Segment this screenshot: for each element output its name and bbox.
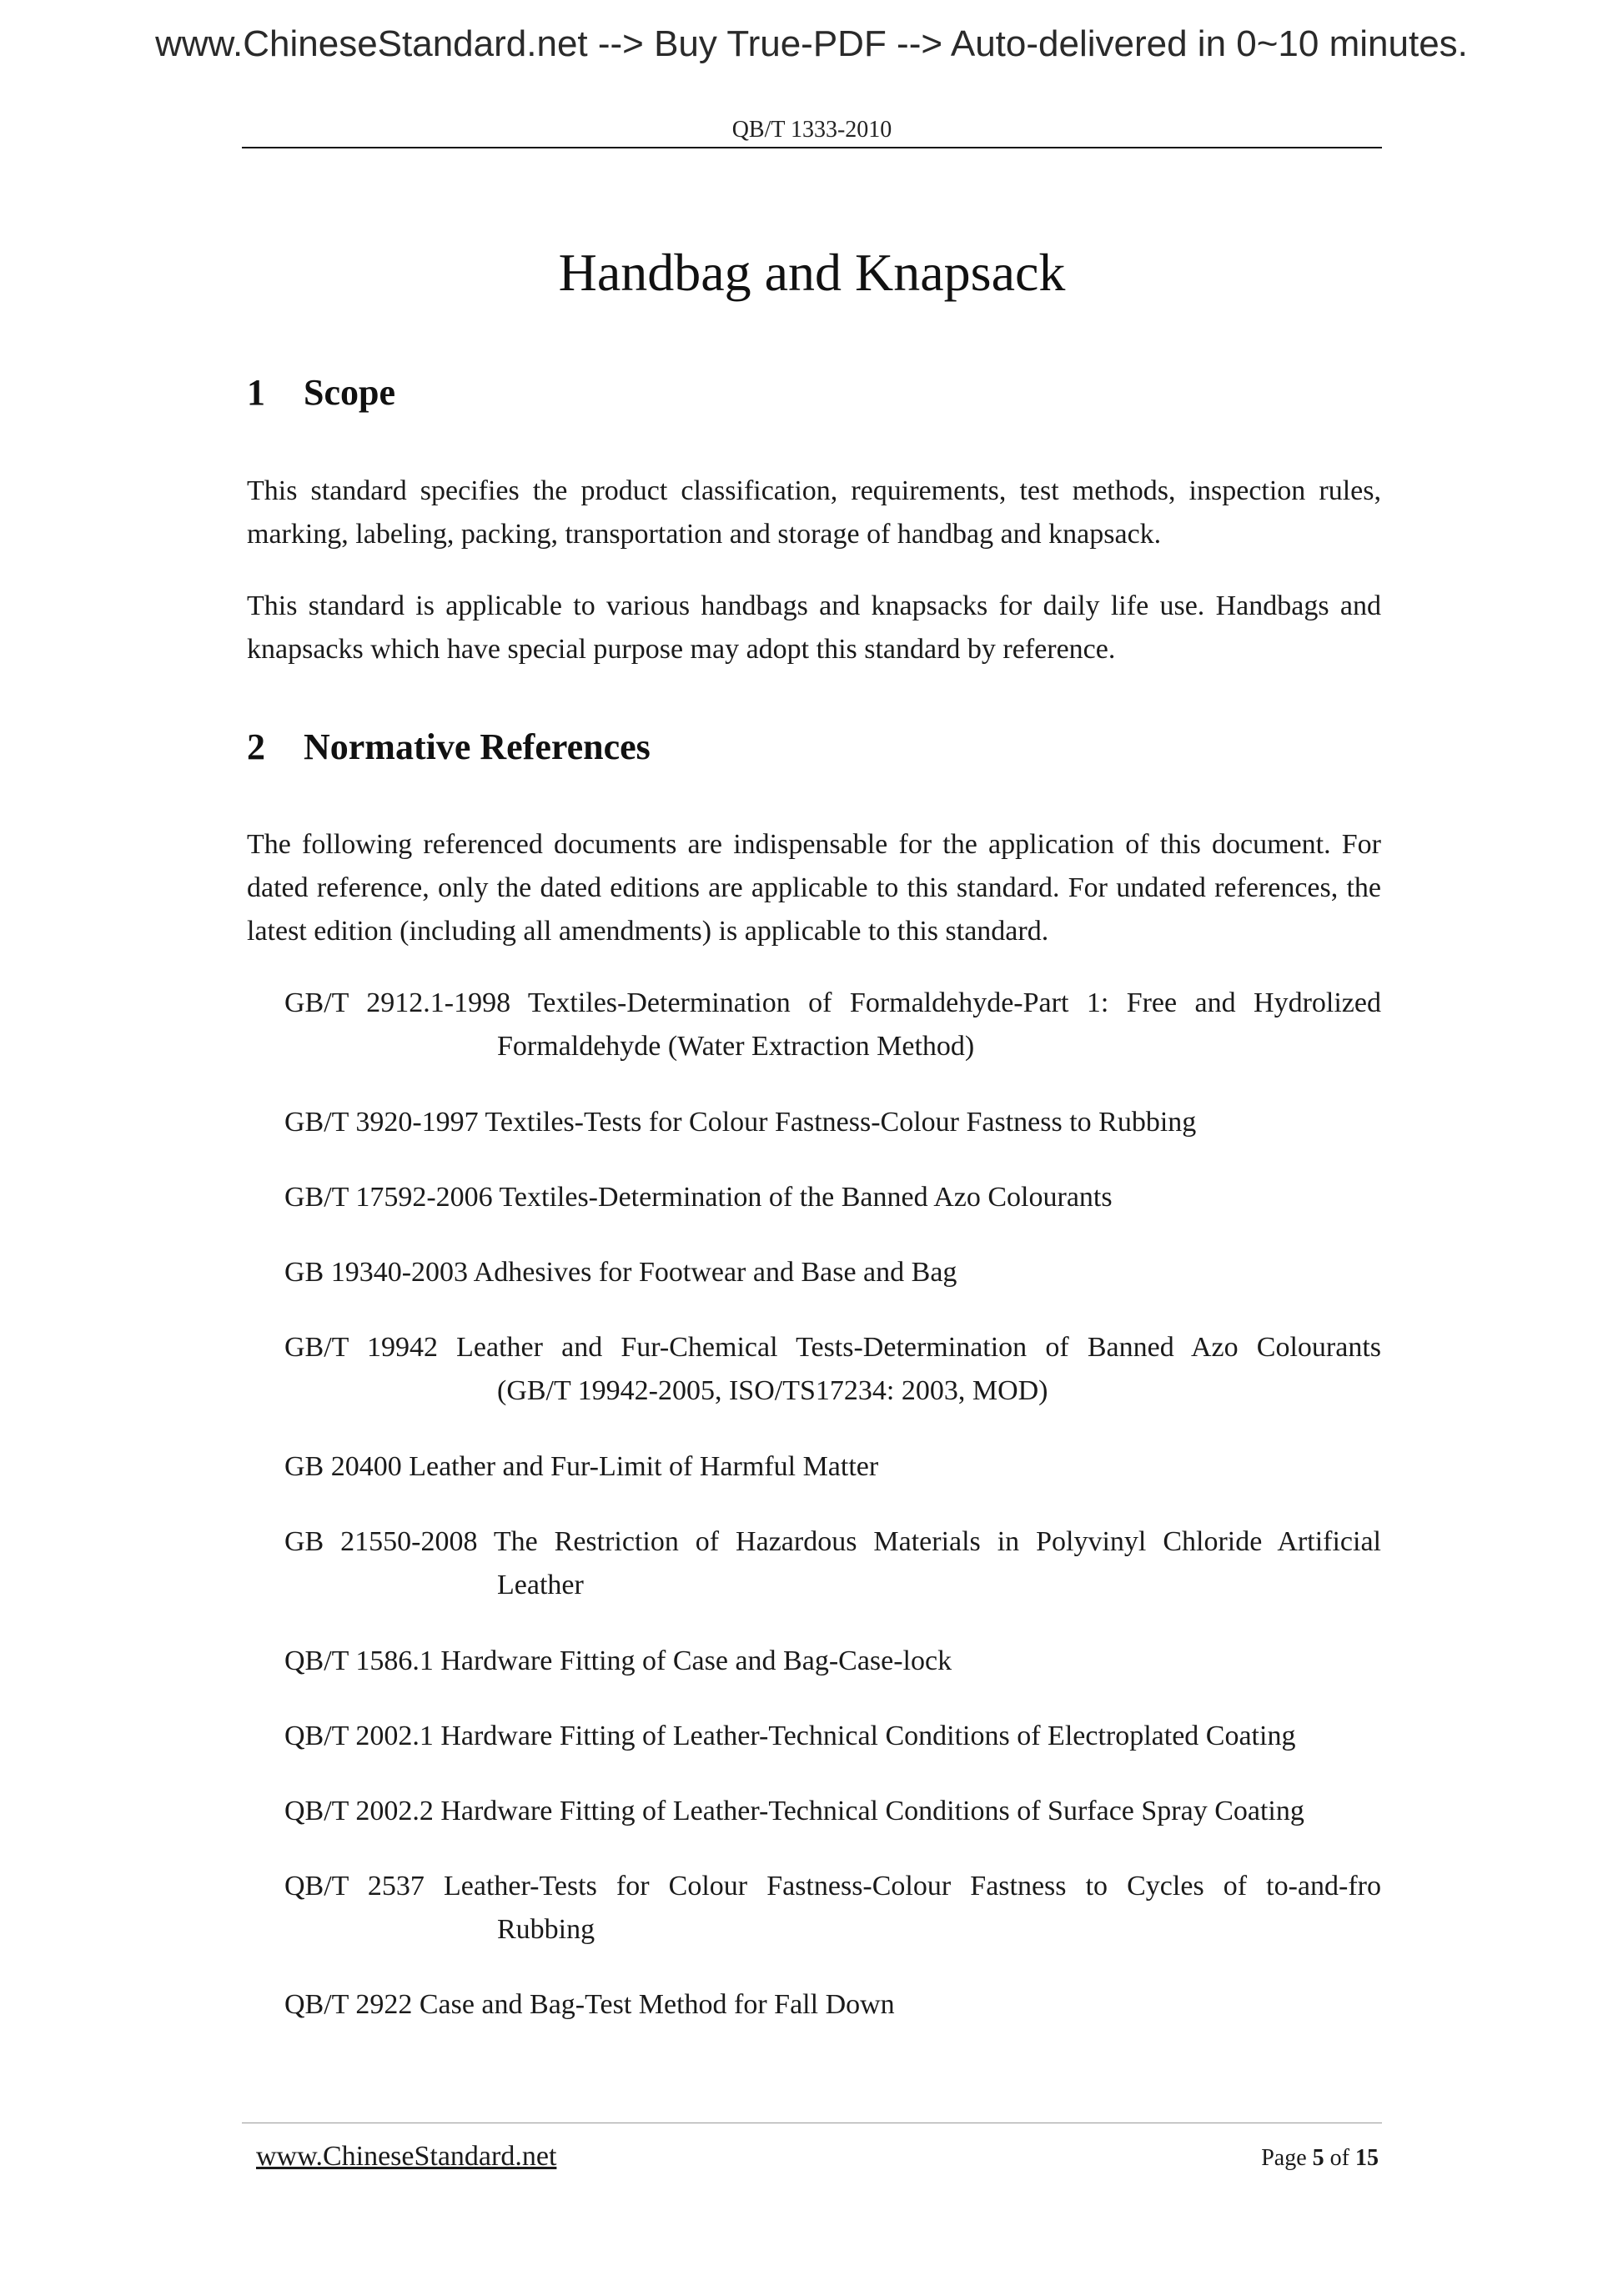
reference-text: GB 19340-2003 Adhesives for Footwear and Base and Bag [284, 1257, 957, 1288]
page-number [1261, 2145, 1379, 2172]
reference-item [284, 1983, 1381, 2027]
reference-item [284, 1326, 1381, 1413]
reference-item [284, 1520, 1381, 1607]
reference-text: GB/T 17592-2006 Textiles-Determination of the Banned Azo Colourants [284, 1182, 1113, 1213]
reference-item [284, 1790, 1381, 1833]
header-divider [242, 147, 1382, 148]
page-of: of [1329, 2145, 1349, 2171]
reference-item [284, 1865, 1381, 1952]
reference-item [284, 1445, 1381, 1489]
page-title: Handbag and Knapsack [558, 243, 1066, 302]
reference-continuation: Formaldehyde (Water Extraction Method) [497, 1031, 975, 1062]
reference-text: QB/T 2922 Case and Bag-Test Method for Fall Down [284, 1989, 895, 2020]
reference-item [284, 1715, 1381, 1758]
reference-text: GB 21550-2008 The Restriction of Hazardous Materials in Polyvinyl Chloride Artificial [284, 1526, 1381, 1557]
reference-text: GB/T 3920-1997 Textiles-Tests for Colour Fastness-Colour Fastness to Rubbing [284, 1107, 1197, 1138]
reference-item [284, 982, 1381, 1068]
reference-continuation: Leather [497, 1570, 584, 1600]
section-2-heading [247, 726, 651, 768]
references-intro-paragraph: The following referenced documents are indispensable for the application of this document. For dated reference, only the dated editions are applicable to this standard. For undated references, the latest edition (including all amendments) is applicable to this standard. [247, 829, 1381, 947]
document-code: QB/T 1333-2010 [731, 117, 892, 143]
reference-text: GB/T 2912.1-1998 Textiles-Determination of Formaldehyde-Part 1: Free and Hydrolized [284, 987, 1381, 1018]
reference-item [284, 1101, 1381, 1144]
scope-paragraph-1: This standard specifies the product classification, requirements, test methods, inspection rules, marking, labeling, packing, transportation and storage of handbag and knapsack. [247, 475, 1381, 550]
header-banner: www.ChineseStandard.net --> Buy True-PDF --> Auto-delivered in 0~10 minutes. [155, 23, 1468, 64]
page-total: 15 [1355, 2145, 1379, 2171]
page-prefix: Page [1261, 2145, 1307, 2171]
reference-continuation: (GB/T 19942-2005, ISO/TS17234: 2003, MOD) [497, 1375, 1048, 1406]
reference-text: GB/T 19942 Leather and Fur-Chemical Tests-Determination of Banned Azo Colourants [284, 1332, 1381, 1363]
section-2-title: Normative References [304, 726, 651, 767]
footer-website-link[interactable]: www.ChineseStandard.net [256, 2141, 557, 2172]
reference-text: QB/T 2002.1 Hardware Fitting of Leather-Technical Conditions of Electroplated Coating [284, 1721, 1296, 1751]
reference-text: QB/T 2002.2 Hardware Fitting of Leather-Technical Conditions of Surface Spray Coating [284, 1796, 1304, 1826]
reference-item [284, 1251, 1381, 1294]
section-2-number: 2 [247, 726, 265, 767]
reference-text: GB 20400 Leather and Fur-Limit of Harmful Matter [284, 1451, 879, 1482]
section-1-number: 1 [247, 372, 265, 413]
reference-item [284, 1176, 1381, 1219]
reference-text: QB/T 2537 Leather-Tests for Colour Fastness-Colour Fastness to Cycles of to-and-fro [284, 1871, 1381, 1902]
section-1-title: Scope [304, 372, 395, 413]
scope-paragraph-2: This standard is applicable to various handbags and knapsacks for daily life use. Handbags and knapsacks which have special purpose may adopt this standard by reference. [247, 590, 1381, 665]
reference-item [284, 1640, 1381, 1683]
page-current: 5 [1312, 2145, 1324, 2171]
reference-continuation: Rubbing [497, 1914, 595, 1945]
section-1-heading [247, 371, 395, 414]
reference-text: QB/T 1586.1 Hardware Fitting of Case and Bag-Case-lock [284, 1645, 952, 1676]
